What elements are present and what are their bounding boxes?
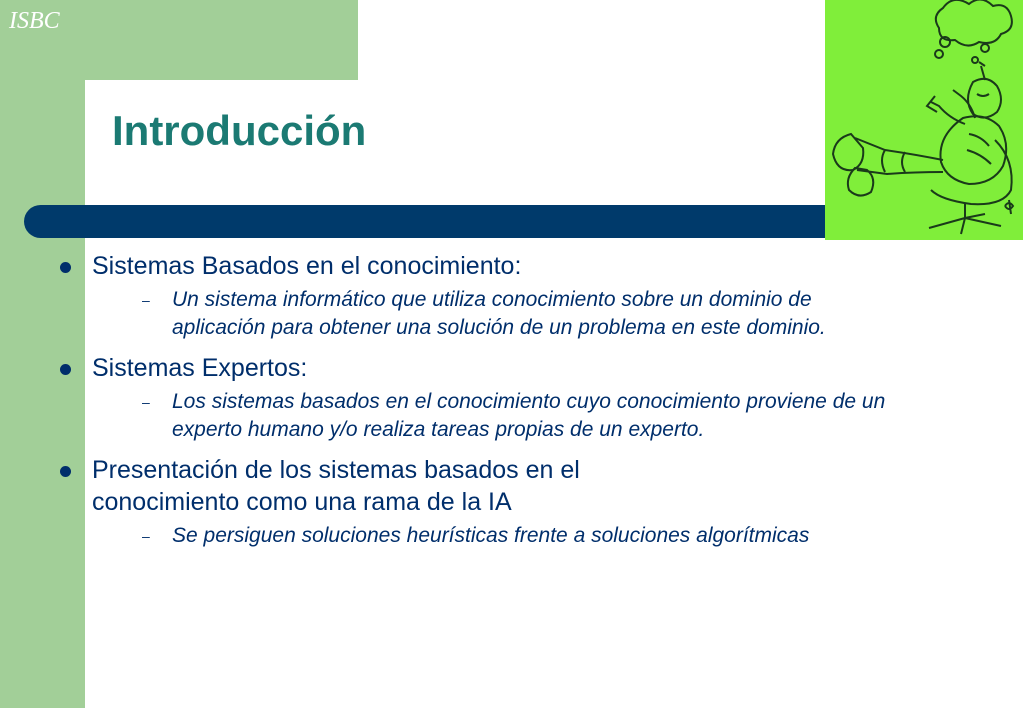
slide-title: Introducción <box>112 107 367 154</box>
dash-icon: – <box>142 394 150 410</box>
dash-icon: – <box>142 292 150 308</box>
robot-illustration <box>825 0 1023 240</box>
sub-bullet-text: Los sistemas basados en el conocimiento cuyo conocimiento proviene de un experto humano y/o realiza tareas propias de un experto. <box>172 390 886 441</box>
bullet-text: Sistemas Basados en el conocimiento: <box>92 252 522 280</box>
slide-content <box>56 250 886 560</box>
dash-icon: – <box>142 528 150 544</box>
bullet-dot-icon <box>60 466 71 477</box>
bullet-text: Presentación de los sistemas basados en el conocimiento como una rama de la IA <box>92 456 580 516</box>
bullet-text: Sistemas Expertos: <box>92 354 308 382</box>
bullet-dot-icon <box>60 364 71 375</box>
sub-bullet-text: Un sistema informático que utiliza conocimiento sobre un dominio de aplicación para obtener una solución de un problema en este dominio. <box>172 288 826 339</box>
list-item <box>56 250 886 342</box>
sub-item <box>92 522 886 550</box>
title-divider-bar <box>24 205 830 238</box>
sub-item <box>92 388 886 444</box>
sub-item <box>92 286 886 342</box>
list-item <box>56 454 886 550</box>
sub-bullet-text: Se persiguen soluciones heurísticas frente a soluciones algorítmicas <box>172 524 810 547</box>
thinking-robot-icon <box>825 0 1023 240</box>
isbc-logo: ISBC <box>9 8 60 34</box>
bullet-dot-icon <box>60 262 71 273</box>
list-item <box>56 352 886 444</box>
